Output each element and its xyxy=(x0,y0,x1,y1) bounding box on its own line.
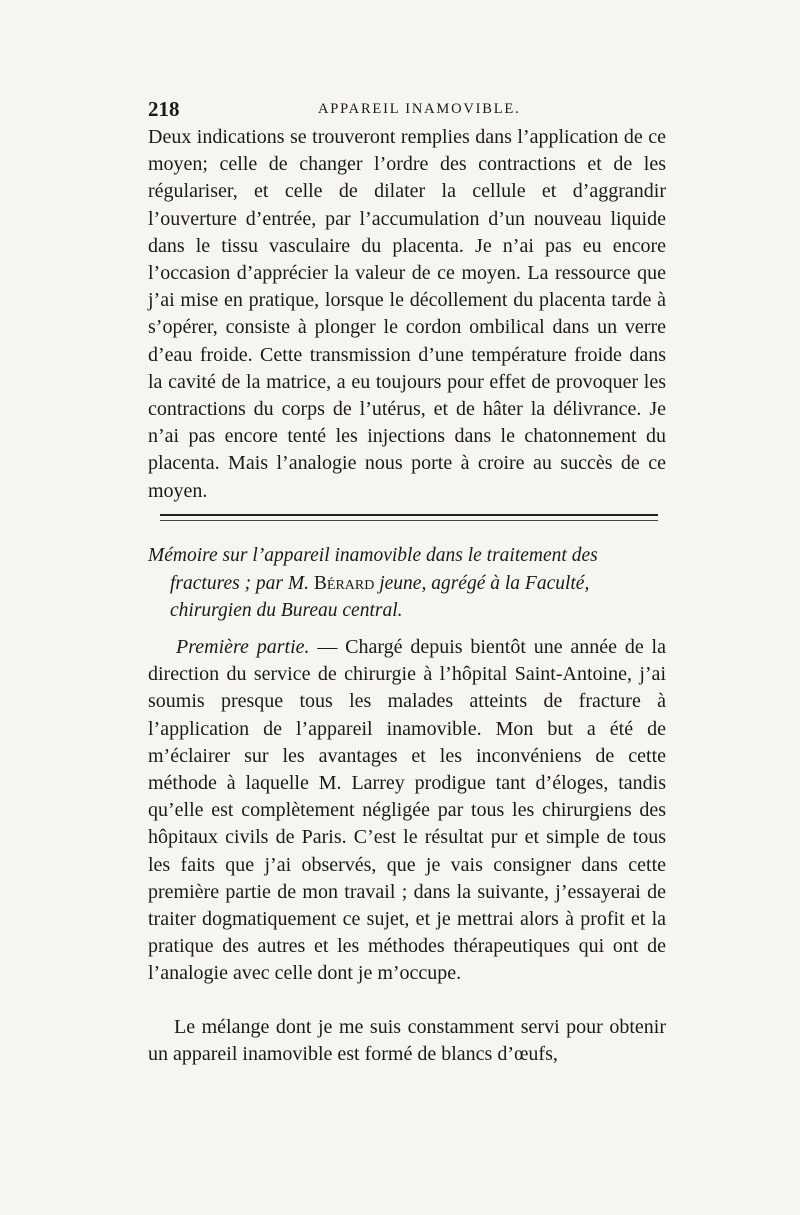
page-number: 218 xyxy=(148,97,180,121)
article-title-line1: Mémoire sur l’appareil inamovible dans le traitement des xyxy=(148,545,598,566)
page-header xyxy=(148,97,668,121)
paragraph-lead xyxy=(148,634,666,988)
article-title xyxy=(148,542,668,625)
article-paragraph-1 xyxy=(148,634,666,988)
article-title-byline: fractures ; par M. xyxy=(170,572,310,594)
continued-paragraph: Deux indications se trouveront remplies dans l’application de ce moyen; celle de changer l’ordre des contractions et de les régulariser, et celle de dilater la cellule et d’aggrandir l’ouverture d’entrée, par l’accumulation d’un nouveau liquide dans le tissu vasculaire du placenta. Je n’ai pas eu encore l’occasion d’apprécier la valeur de ce moyen. La ressource que j’ai mise en pratique, lorsque le décollement du placenta tarde à s’opérer, consiste à plonger le cordon ombilical dans un verre d’eau froide. Cette transmission d’une température froide dans la cavité de la matrice, a eu toujours pour effet de provoquer les contractions du corps de l’utérus, et de hâter la délivrance. Je n’ai pas encore tenté les injections dans le chatonnement du placenta. Mais l’analogie nous porte à croire au succès de ce moyen. xyxy=(148,126,666,502)
section-rule-thin xyxy=(160,520,658,521)
article-author: Bérard xyxy=(313,572,375,594)
running-title: APPAREIL INAMOVIBLE. xyxy=(318,101,521,117)
part-label: Première partie. xyxy=(176,636,310,658)
article-author-affiliation: jeune, agrégé à la Faculté, xyxy=(379,572,590,594)
section-rule-thick xyxy=(160,514,658,516)
article-title-line3: chirurgien du Bureau central. xyxy=(170,600,403,621)
article-paragraph-2: Le mélange dont je me suis constamment servi pour obtenir un appareil inamovible est formé de blancs d’œufs, xyxy=(148,1016,666,1066)
article-title-line2 xyxy=(148,570,668,598)
paragraph-1-text: — Chargé depuis bientôt une année de la direction du service de chirurgie à l’hôpital Saint-Antoine, j’ai soumis presque tous les malades atteints de fracture à l’application de l’appareil inamovible. Mon but a été de m’éclairer sur les avantages et les inconvéniens de cette méthode à laquelle M. Larrey prodigue tant d’éloges, tandis qu’elle est complètement négligée par tous les chirurgiens des hôpitaux civils de Paris. C’est le résultat pur et simple de tous les faits que j’ai observés, que je vais consigner dans cette première partie de mon travail ; dans la suivante, j’essayerai de traiter dogmatiquement ce sujet, et je mettrai alors à profit et la pratique des autres et les méthodes thérapeutiques qui ont de l’analogie avec celle dont je m’occupe. xyxy=(148,636,666,985)
